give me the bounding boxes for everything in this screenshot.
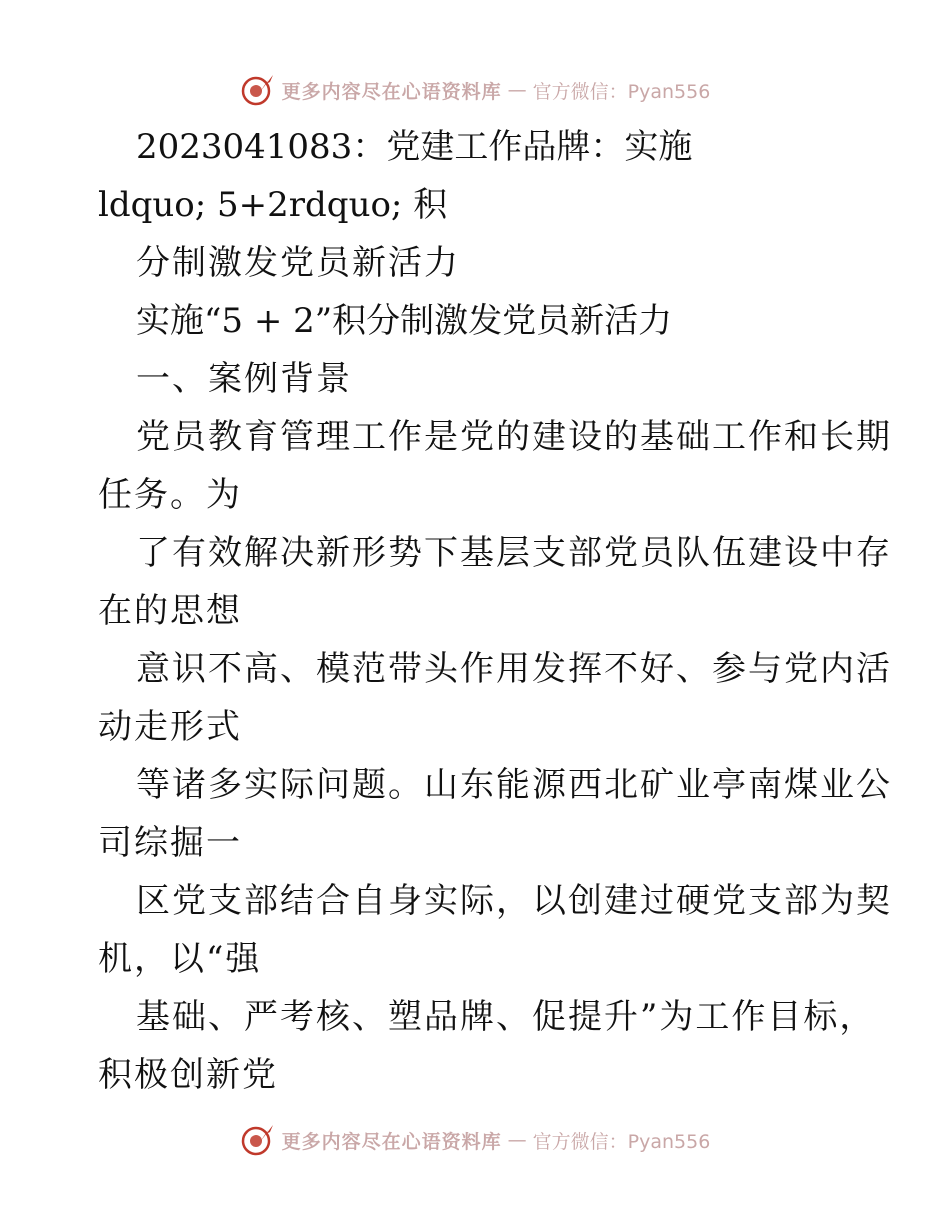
watermark-site-text: 更多内容尽在心语资料库 xyxy=(281,1130,502,1153)
header-watermark xyxy=(0,70,950,110)
doc-line-title: 2023041083：党建工作品牌：实施 xyxy=(136,127,693,167)
watermark-wechat-text: 官方微信：Pyan556 xyxy=(532,80,711,103)
watermark-site-text: 更多内容尽在心语资料库 xyxy=(281,80,502,103)
feather-seal-icon xyxy=(240,72,276,108)
doc-line: 意识不高、模范带头作用发挥不好、参与党内活 xyxy=(136,649,892,689)
doc-line: 积极创新党 xyxy=(98,1055,278,1095)
doc-line: 区党支部结合自身实际，以创建过硬党支部为契 xyxy=(136,881,892,921)
doc-line: 基础、严考核、塑品牌、促提升”为工作目标， xyxy=(136,997,876,1037)
doc-line-heading: 实施“5 + 2”积分制激发党员新活力 xyxy=(136,301,673,341)
feather-seal-icon xyxy=(240,1122,276,1158)
watermark-dash: — xyxy=(507,79,527,101)
doc-line-section-title: 一、案例背景 xyxy=(136,359,352,399)
watermark-wechat-text: 官方微信：Pyan556 xyxy=(532,1130,711,1153)
doc-line: 分制激发党员新活力 xyxy=(136,243,460,283)
doc-line: 机，以“强 xyxy=(98,939,262,979)
footer-watermark xyxy=(0,1120,950,1160)
watermark-dash: — xyxy=(507,1129,527,1151)
doc-line: 等诸多实际问题。山东能源西北矿业亭南煤业公 xyxy=(136,765,892,805)
doc-line: 动走形式 xyxy=(98,707,242,747)
doc-line: 司综掘一 xyxy=(98,823,242,863)
doc-line: 任务。为 xyxy=(98,475,242,515)
doc-line: 在的思想 xyxy=(98,591,242,631)
doc-line: 了有效解决新形势下基层支部党员队伍建设中存 xyxy=(136,533,892,573)
doc-line-entity: ldquo; 5+2rdquo; 积 xyxy=(98,185,448,225)
document-body xyxy=(98,118,892,1104)
doc-line: 党员教育管理工作是党的建设的基础工作和长期 xyxy=(136,417,892,457)
